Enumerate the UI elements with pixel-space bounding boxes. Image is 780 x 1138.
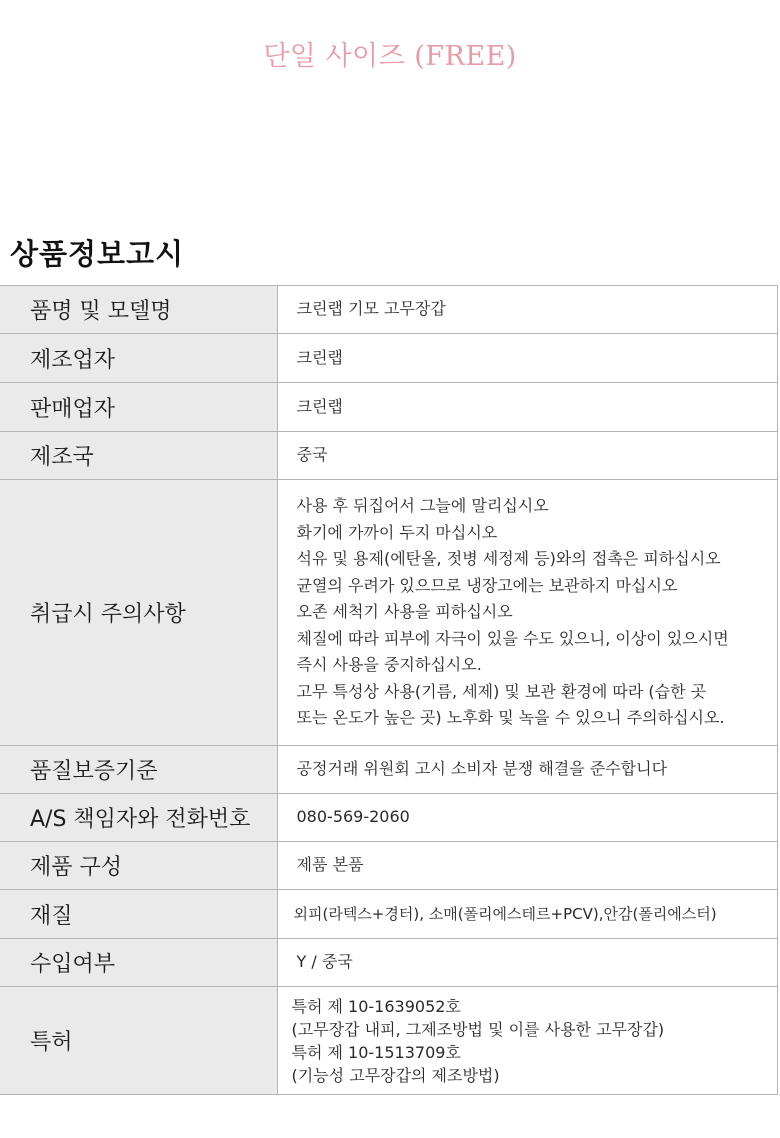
- row-value: [277, 794, 778, 842]
- table-row: [0, 383, 778, 432]
- row-label: 수입여부: [0, 939, 277, 987]
- table-row: [0, 794, 778, 842]
- row-value: [277, 432, 778, 480]
- table-row: [0, 480, 778, 746]
- value-line: 080-569-2060: [296, 807, 410, 827]
- value-line: 크린랩 기모 고무장갑: [296, 299, 446, 319]
- table-row: [0, 334, 778, 383]
- table-row: [0, 890, 778, 939]
- row-label: 제품 구성: [0, 842, 277, 890]
- row-label: A/S 책임자와 전화번호: [0, 794, 277, 842]
- value-line: 즉시 사용을 중지하십시오.: [296, 655, 482, 675]
- value-line: 중국: [296, 445, 328, 465]
- value-line: 석유 및 용제(에탄올, 젓병 세정제 등)와의 접촉은 피하십시오: [296, 549, 721, 569]
- value-line: 고무 특성상 사용(기름, 세제) 및 보관 환경에 따라 (습한 곳: [296, 681, 707, 701]
- value-line: (고무장갑 내피, 그제조방법 및 이를 사용한 고무장갑): [291, 1019, 665, 1039]
- value-line: 사용 후 뒤집어서 그늘에 말리십시오: [296, 496, 549, 516]
- value-line: 화기에 가까이 두지 마십시오: [296, 522, 498, 542]
- row-value: [277, 890, 778, 939]
- value-line: 오존 세척기 사용을 피하십시오: [296, 602, 513, 622]
- value-line: 균열의 우려가 있으므로 냉장고에는 보관하지 마십시오: [296, 575, 678, 595]
- table-row: [0, 842, 778, 890]
- row-value: [277, 334, 778, 383]
- row-value: [277, 286, 778, 334]
- value-line: 외피(라텍스+경터), 소매(폴리에스테르+PCV),안감(폴리에스터): [293, 904, 717, 923]
- value-line: (기능성 고무장갑의 제조방법): [291, 1065, 500, 1085]
- value-line: 제품 본품: [296, 855, 364, 875]
- size-label: 단일 사이즈 (FREE): [263, 41, 517, 72]
- value-line: 크린랩: [296, 347, 343, 367]
- value-line: 특허 제 10-1513709호: [291, 1042, 461, 1062]
- product-info-table: [0, 285, 778, 1095]
- table-row: [0, 746, 778, 794]
- row-label: 재질: [0, 890, 277, 939]
- table-row: [0, 432, 778, 480]
- row-value: [277, 987, 778, 1095]
- value-line: Y / 중국: [296, 952, 353, 972]
- row-value: [277, 746, 778, 794]
- row-label: 특허: [0, 987, 277, 1095]
- value-line: 공정거래 위원회 고시 소비자 분쟁 해결을 준수합니다: [296, 759, 668, 779]
- value-line: 체질에 따라 피부에 자극이 있을 수도 있으니, 이상이 있으시면: [296, 628, 729, 648]
- section-title: 상품정보고시: [10, 237, 185, 271]
- table-row: [0, 286, 778, 334]
- table-row: [0, 939, 778, 987]
- row-label: 제조업자: [0, 334, 277, 383]
- row-value: [277, 842, 778, 890]
- row-label: 취급시 주의사항: [0, 480, 277, 746]
- row-label: 품질보증기준: [0, 746, 277, 794]
- row-value: [277, 939, 778, 987]
- value-line: 또는 온도가 높은 곳) 노후화 및 녹을 수 있으니 주의하십시오.: [296, 708, 725, 728]
- row-label: 제조국: [0, 432, 277, 480]
- row-label: 품명 및 모델명: [0, 286, 277, 334]
- value-line: 크린랩: [296, 396, 343, 416]
- row-value: [277, 480, 778, 746]
- table-row: [0, 987, 778, 1095]
- value-line: 특허 제 10-1639052호: [291, 996, 461, 1016]
- row-label: 판매업자: [0, 383, 277, 432]
- row-value: [277, 383, 778, 432]
